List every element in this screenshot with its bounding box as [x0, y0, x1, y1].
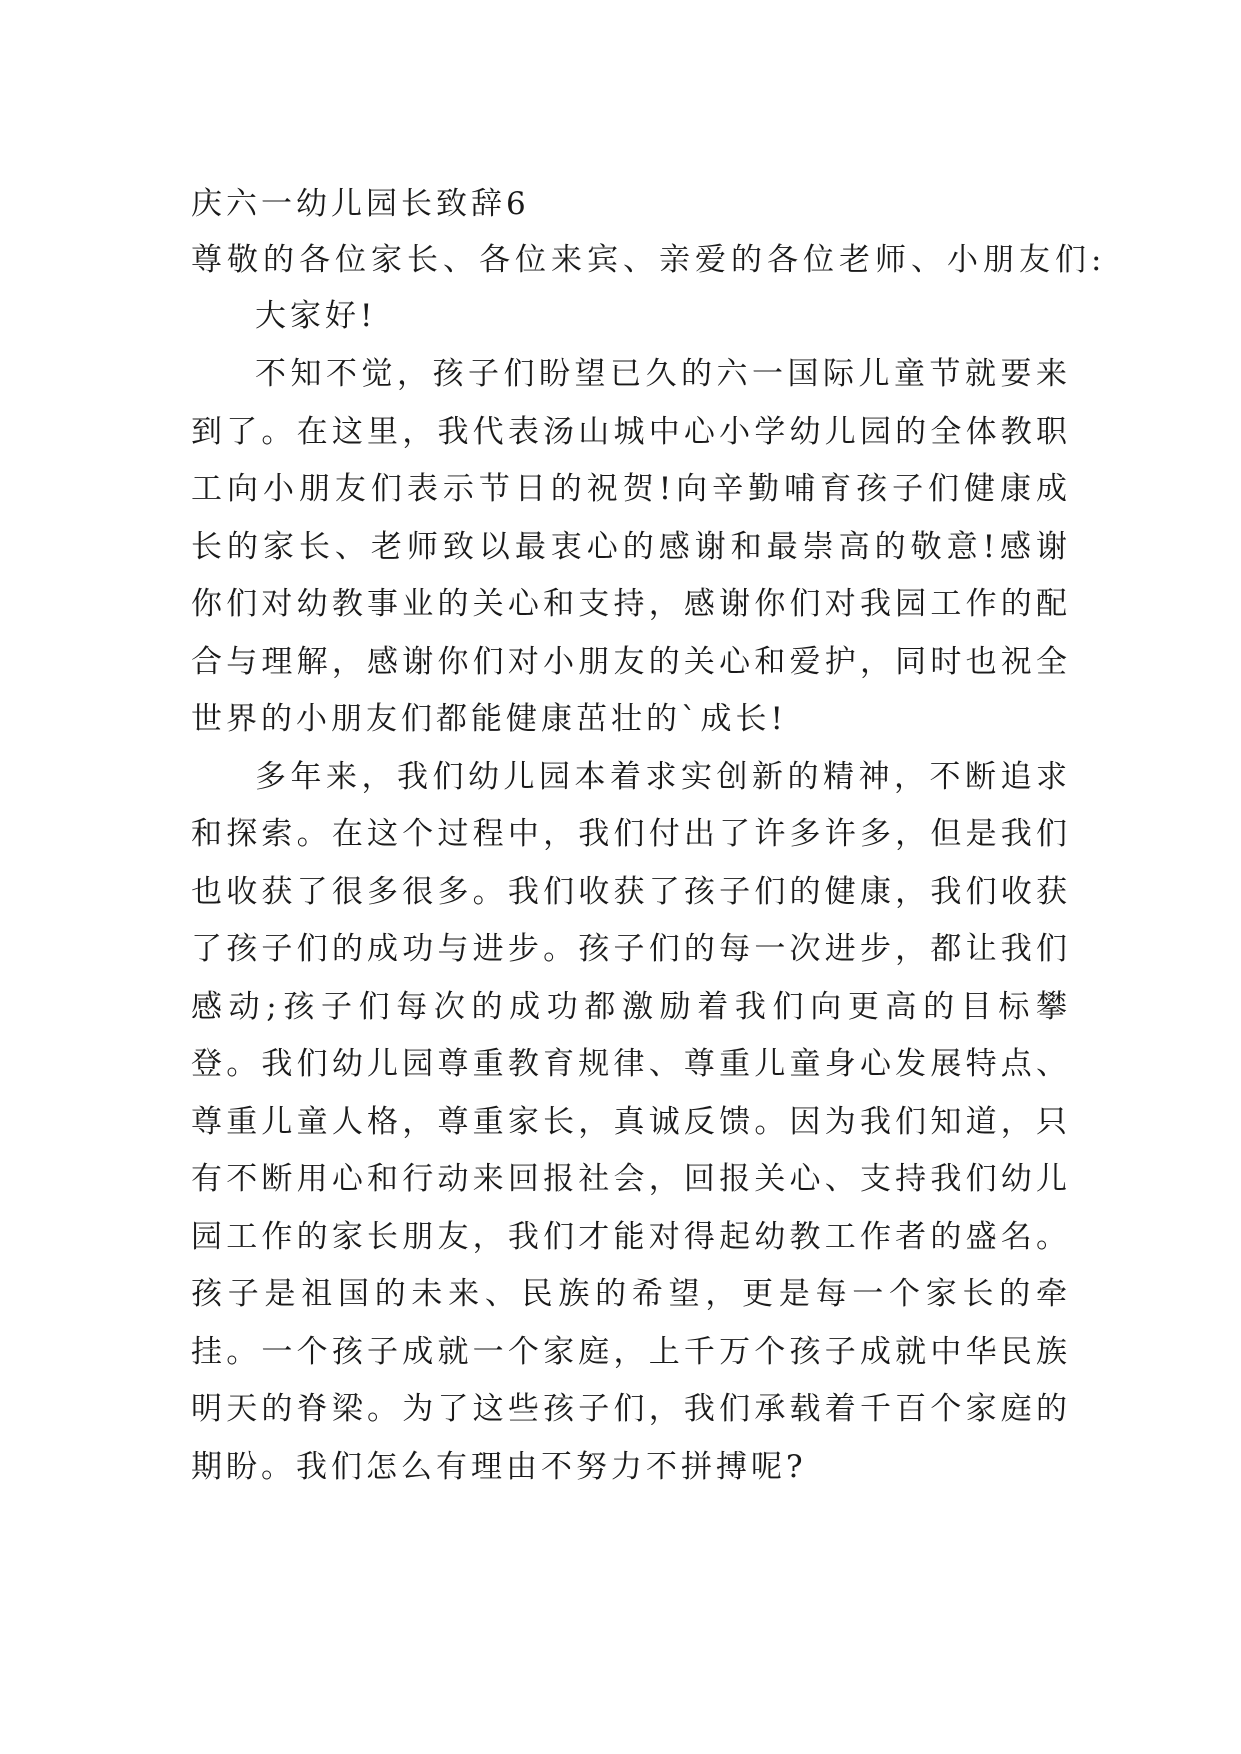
salutation-line: 尊敬的各位家长、各位来宾、亲爱的各位老师、小朋友们:	[191, 242, 1107, 278]
document-body	[191, 176, 1107, 1496]
paragraph-thanks: 不知不觉，孩子们盼望已久的六一国际儿童节就要来到了。在这里，我代表汤山城中心小学幼儿园的全体教职工向小朋友们表示节日的祝贺!向辛勤哺育孩子们健康成长的家长、老师致以最衷心的感谢和最崇高的敬意!感谢你们对幼教事业的关心和支持，感谢你们对我园工作的配合与理解，感谢你们对小朋友的关心和爱护，同时也祝全世界的小朋友们都能健康茁壮的`成长!	[191, 356, 1071, 737]
document-title: 庆六一幼儿园长致辞6	[191, 186, 530, 222]
paragraph-achievements: 多年来，我们幼儿园本着求实创新的精神，不断追求和探索。在这个过程中，我们付出了许多许多，但是我们也收获了很多很多。我们收获了孩子们的健康，我们收获了孩子们的成功与进步。孩子们的每一次进步，都让我们感动;孩子们每次的成功都激励着我们向更高的目标攀登。我们幼儿园尊重教育规律、尊重儿童身心发展特点、尊重儿童人格，尊重家长，真诚反馈。因为我们知道，只有不断用心和行动来回报社会，回报关心、支持我们幼儿园工作的家长朋友，我们才能对得起幼教工作者的盛名。孩子是祖国的未来、民族的希望，更是每一个家长的牵挂。一个孩子成就一个家庭，上千万个孩子成就中华民族明天的脊梁。为了这些孩子们，我们承载着千百个家庭的期盼。我们怎么有理由不努力不拼搏呢?	[191, 758, 1071, 1485]
paragraph-greeting: 大家好!	[255, 298, 377, 334]
